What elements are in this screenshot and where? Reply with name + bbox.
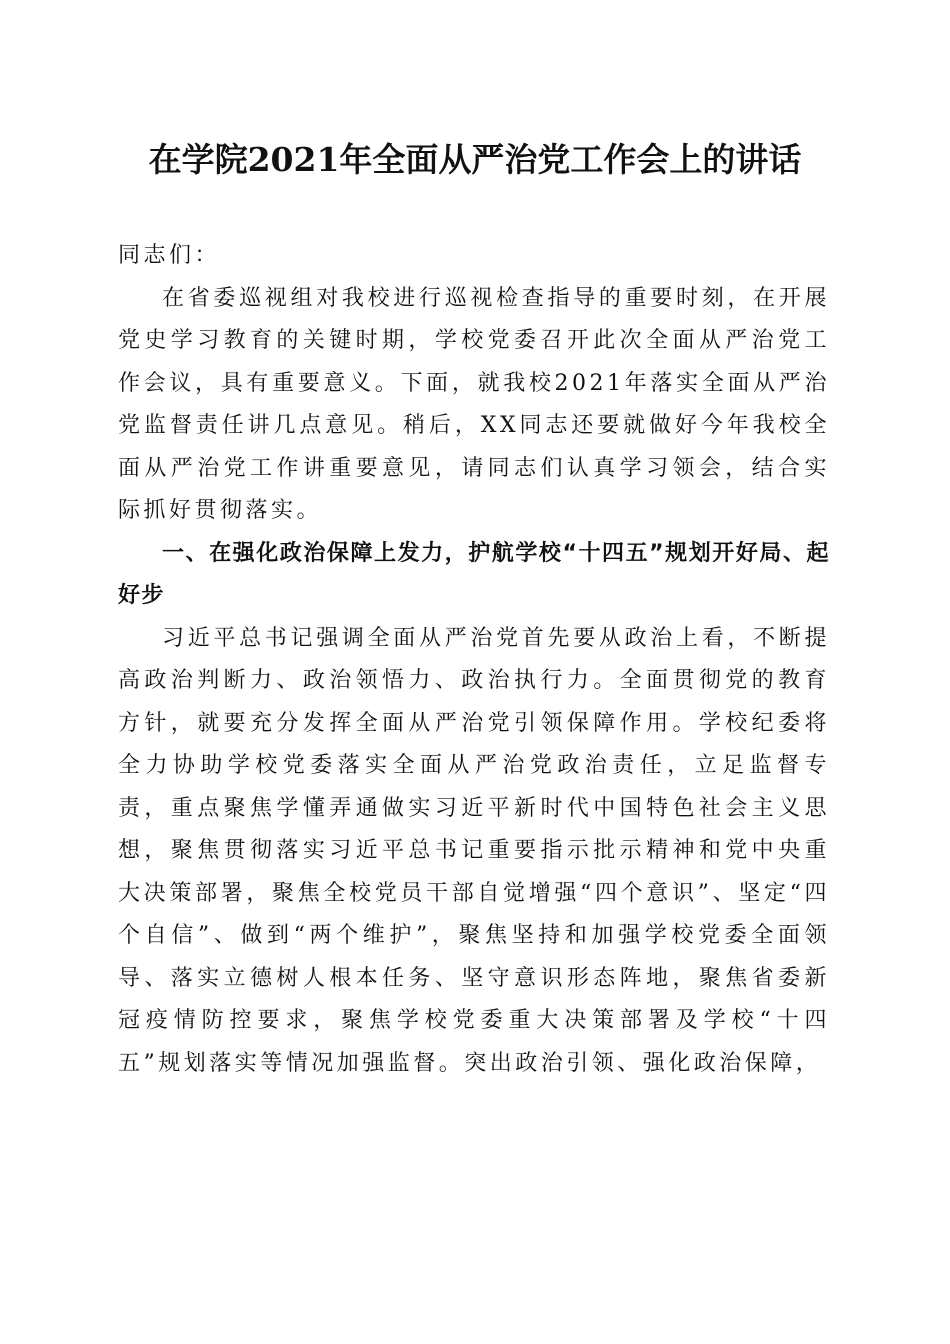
intro-paragraph: 在省委巡视组对我校进行巡视检查指导的重要时刻，在开展党史学习教育的关键时期，学校党委召开此次全面从严治党工作会议，具有重要意义。下面，就我校2021年落实全面从严治党监督责任讲几点意见。稍后，XX同志还要就做好今年我校全面从严治党工作讲重要意见，请同志们认真学习领会，结合实际抓好贯彻落实。 (118, 285, 830, 523)
document-title: 在学院2021年全面从严治党工作会上的讲话 (148, 140, 802, 179)
section-heading: 一、在强化政治保障上发力，护航学校“十四五”规划开好局、起好步 (118, 540, 830, 608)
section-paragraph: 习近平总书记强调全面从严治党首先要从政治上看，不断提高政治判断力、政治领悟力、政治执行力。全面贯彻党的教育方针，就要充分发挥全面从严治党引领保障作用。学校纪委将全力协助学校党委落实全面从严治党政治责任，立足监督专责，重点聚焦学懂弄通做实习近平新时代中国特色社会主义思想，聚焦贯彻落实习近平总书记重要指示批示精神和党中央重大决策部署，聚焦全校党员干部自觉增强“四个意识”、坚定“四个自信”、做到“两个维护”，聚焦坚持和加强学校党委全面领导、落实立德树人根本任务、坚守意识形态阵地，聚焦省委新冠疫情防控要求，聚焦学校党委重大决策部署及学校“十四五”规划落实等情况加强监督。突出政治引领、强化政治保障， (118, 625, 830, 1076)
salutation: 同志们： (118, 243, 221, 268)
document-body (118, 235, 830, 1085)
